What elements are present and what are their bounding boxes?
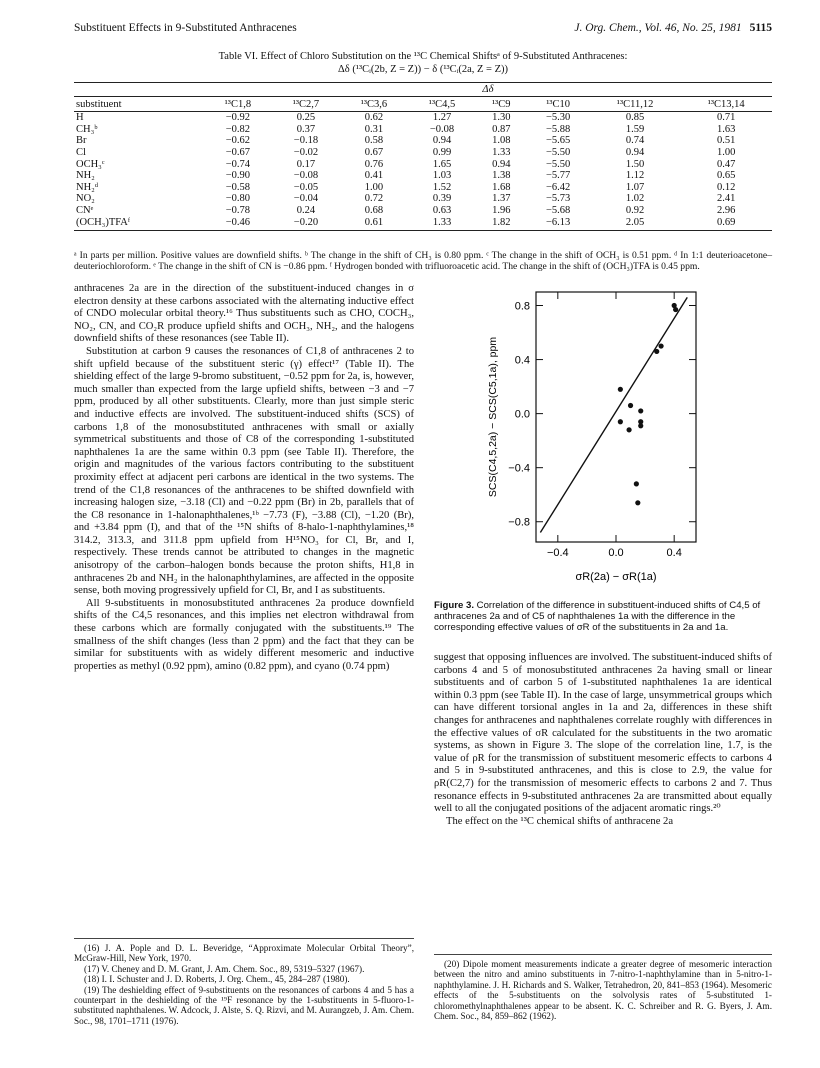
shift-value-cell: 0.67	[364, 146, 384, 158]
shift-value-cell: −0.92	[225, 112, 251, 124]
shift-value-cell: −5.50	[545, 158, 571, 170]
paragraph: The effect on the ¹³C chemical shifts of anthracene 2a	[446, 815, 674, 827]
shift-value-cell: −0.82	[225, 123, 251, 135]
x-tick-label: −0.4	[546, 547, 569, 559]
chemical-shift-table	[74, 82, 772, 231]
y-tick-label: 0.0	[514, 408, 530, 421]
journal-citation	[574, 22, 772, 34]
shift-value-cell: 1.02	[625, 193, 645, 205]
shift-value-cell: 1.00	[364, 181, 384, 193]
substituent-cell: Cl	[76, 146, 86, 158]
shift-value-cell: 1.27	[432, 112, 452, 124]
column-header: ¹³C9	[476, 96, 526, 112]
table-row	[74, 170, 772, 182]
substituent-cell: CH₃ᵇ	[76, 123, 98, 135]
shift-value-cell: −5.77	[545, 170, 571, 182]
shift-value-cell: 0.68	[364, 204, 384, 216]
column-header: ¹³C11,12	[590, 96, 681, 112]
shift-value-cell: 0.74	[625, 135, 645, 147]
right-column-text	[434, 652, 772, 828]
table-row	[74, 193, 772, 205]
shift-value-cell: −0.08	[429, 123, 455, 135]
shift-value-cell: 1.08	[492, 135, 511, 147]
shift-value-cell: −0.46	[204, 217, 272, 231]
shift-value-cell: −0.05	[293, 181, 319, 193]
substituent-cell: CNᵉ	[76, 204, 94, 216]
shift-value-cell: 1.33	[408, 217, 476, 231]
shift-value-cell: −0.18	[293, 135, 319, 147]
shift-value-cell: 1.68	[492, 181, 511, 193]
group-header: Δδ	[204, 83, 772, 97]
shift-value-cell: 1.03	[432, 170, 452, 182]
substituent-cell: NH₂ᵈ	[76, 181, 99, 193]
shift-value-cell: 0.47	[717, 158, 736, 170]
column-header: ¹³C10	[526, 96, 589, 112]
table-caption	[74, 50, 772, 76]
shift-value-cell: 0.37	[296, 123, 316, 135]
shift-value-cell: −0.20	[272, 217, 340, 231]
running-title: Substituent Effects in 9-Substituted Anthracenes	[74, 22, 297, 34]
shift-value-cell: 1.59	[625, 123, 645, 135]
shift-value-cell: 0.65	[717, 170, 736, 182]
x-tick-label: 0.4	[666, 547, 682, 559]
correlation-line	[540, 297, 687, 532]
data-point	[635, 500, 640, 505]
shift-value-cell: 1.65	[432, 158, 452, 170]
shift-value-cell: 2.05	[590, 217, 681, 231]
data-point	[634, 481, 639, 486]
substituent-cell: H	[76, 112, 84, 124]
shift-value-cell: 0.72	[364, 193, 384, 205]
journal-name: J. Org. Chem., Vol. 46, No. 25, 1981	[574, 22, 742, 34]
table-caption-line1: Table VI. Effect of Chloro Substitution on the ¹³C Chemical Shiftsᵃ of 9-Substituted Anthracenes:	[218, 51, 628, 62]
y-tick-label: −0.4	[508, 462, 530, 475]
data-point	[618, 387, 623, 392]
data-point	[658, 343, 663, 348]
shift-value-cell: 0.24	[296, 204, 316, 216]
table-caption-line2: Δδ (¹³Cᵢ(2b, Z = Z)) − δ (¹³Cᵢ(2a, Z = Z))	[338, 64, 508, 75]
shift-value-cell: 0.51	[717, 135, 736, 147]
data-point	[618, 419, 623, 424]
shift-value-cell: 0.76	[364, 158, 384, 170]
shift-value-cell: −6.13	[526, 217, 589, 231]
shift-value-cell: −0.78	[225, 204, 251, 216]
shift-value-cell: 0.92	[625, 204, 645, 216]
shift-value-cell: 0.17	[296, 158, 316, 170]
shift-value-cell: 2.41	[717, 193, 736, 205]
shift-value-cell: 0.31	[364, 123, 384, 135]
figure-caption	[434, 600, 772, 634]
data-point	[638, 423, 643, 428]
shift-value-cell: −5.50	[545, 146, 571, 158]
shift-value-cell: 1.38	[492, 170, 511, 182]
shift-value-cell: −5.30	[545, 112, 571, 124]
data-point	[626, 427, 631, 432]
shift-value-cell: 1.30	[492, 112, 511, 124]
substituent-cell: NH₂	[76, 170, 95, 182]
column-header: ¹³C4,5	[408, 96, 476, 112]
y-axis-label: SCS(C4,5,2a) − SCS(C5,1a), ppm	[487, 336, 499, 498]
table-footnotes: ᵃ In parts per million. Positive values are downfield shifts. ᵇ The change in the shift of CH₃ is 0.80 ppm. ᶜ The change in the shift of OCH₃ is 0.51 ppm. ᵈ In 1:1 deuterioacetone–deuteriochloroform. ᵉ The change in the shift of CN is −0.86 ppm. ᶠ Hydrogen bonded with trifluoroacetic acid. The change in the shift of (OCH₃)TFA is 0.45 ppm.	[74, 250, 772, 273]
shift-value-cell: −0.62	[225, 135, 251, 147]
shift-value-cell: 0.85	[625, 112, 645, 124]
data-point	[628, 403, 633, 408]
references-left	[74, 938, 414, 1026]
shift-value-cell: 1.96	[492, 204, 511, 216]
y-tick-label: 0.4	[514, 354, 530, 367]
shift-value-cell: 0.58	[364, 135, 384, 147]
shift-value-cell: 0.63	[432, 204, 452, 216]
references-right	[434, 954, 772, 1021]
shift-value-cell: 2.96	[717, 204, 736, 216]
shift-value-cell: 0.94	[625, 146, 645, 158]
shift-value-cell: −5.68	[545, 204, 571, 216]
shift-value-cell: 0.39	[432, 193, 452, 205]
left-column-text	[74, 283, 414, 673]
shift-value-cell: 1.33	[492, 146, 511, 158]
x-axis-label: σR(2a) − σR(1a)	[575, 571, 657, 583]
shift-value-cell: −0.04	[293, 193, 319, 205]
y-tick-label: −0.8	[508, 516, 530, 529]
shift-value-cell: 0.62	[364, 112, 384, 124]
shift-value-cell: 1.82	[476, 217, 526, 231]
table-row	[74, 217, 772, 231]
page-number: 5115	[749, 22, 772, 34]
reference-item: (17) V. Cheney and D. M. Grant, J. Am. Chem. Soc., 89, 5319–5327 (1967).	[84, 963, 365, 974]
shift-value-cell: 0.87	[492, 123, 511, 135]
data-point	[673, 307, 678, 312]
column-header: ¹³C1,8	[204, 96, 272, 112]
x-tick-label: 0.0	[608, 547, 624, 559]
figure-caption-text: Correlation of the difference in substituent-induced shifts of C4,5 of anthracenes 2a and of C5 of naphthalenes 1a with the difference in the corresponding effective values of σR of the substituents in 2a and 1a.	[434, 600, 761, 634]
table-row	[74, 112, 772, 124]
shift-value-cell: 0.99	[432, 146, 452, 158]
column-header: ¹³C13,14	[680, 96, 772, 112]
table-row	[74, 159, 772, 171]
shift-value-cell: −5.88	[545, 123, 571, 135]
shift-value-cell: −6.42	[545, 181, 571, 193]
substituent-cell: (OCH₃)TFAᶠ	[74, 217, 204, 231]
shift-value-cell: −5.73	[545, 193, 571, 205]
figure-label: Figure 3.	[434, 600, 474, 611]
plot-frame	[536, 292, 696, 542]
shift-value-cell: 1.12	[625, 170, 645, 182]
reference-item: (18) I. I. Schuster and J. D. Roberts, J. Org. Chem., 45, 284–287 (1980).	[84, 974, 350, 985]
reference-item: (16) J. A. Pople and D. L. Beveridge, “Approximate Molecular Orbital Theory”, McGraw-Hill, New York, 1970.	[74, 943, 414, 964]
shift-value-cell: −0.74	[225, 158, 251, 170]
substituent-cell: Br	[76, 135, 87, 147]
paragraph: anthracenes 2a are in the direction of the substituent-induced changes in σ electron density at these carbons associated with the alternating inductive effect of CNDO molecular orbital theory.¹⁶ Thus substituents such as CHO, COCH₃, NO₂, CN, and CO₂R produce upfield shifts and OCH₃, NH₂, and the halogens downfield shifts of these resonances (see Table II).	[74, 283, 414, 345]
substituent-cell: OCH₃ᶜ	[76, 158, 105, 170]
column-header: ¹³C3,6	[340, 96, 408, 112]
data-point	[638, 408, 643, 413]
reference-item: (20) Dipole moment measurements indicate a greater degree of mesomeric interaction between the nitro and amino substituents in 7-nitro-1-naphthylamine than in 5-nitro-1-naphthylamine. J. H. Richards and S. Walker, Tetrahedron, 20, 841–853 (1964). Mesomeric effects of the 5-substituents on the solvolysis rates of 5-substituted 1-chloromethylnaphthalenes appear to be absent. K. C. Schreiber and R. G. Byers, J. Am. Chem. Soc., 84, 859–862 (1962).	[434, 959, 772, 1022]
shift-value-cell: 1.50	[625, 158, 645, 170]
shift-value-cell: −0.02	[293, 146, 319, 158]
y-tick-label: 0.8	[514, 300, 530, 313]
column-header: ¹³C2,7	[272, 96, 340, 112]
shift-value-cell: 1.63	[717, 123, 736, 135]
shift-value-cell: 0.94	[432, 135, 452, 147]
shift-value-cell: 0.61	[340, 217, 408, 231]
substituent-cell: NO₂	[76, 193, 95, 205]
table-row	[74, 147, 772, 159]
table-row	[74, 205, 772, 217]
table-row	[74, 182, 772, 194]
shift-value-cell: 0.41	[364, 170, 384, 182]
shift-value-cell: 0.94	[492, 158, 511, 170]
reference-item: (19) The deshielding effect of 9-substituents on the resonances of carbons 4 and 5 has a counterpart in the deshielding of the ¹⁹F resonance by the 1-substituents in 5-fluoro-1-substituted naphthalenes. W. Adcock, J. Alste, S. Q. Rizvi, and M. Aurangzeb, J. Am. Chem. Soc., 98, 1701–1711 (1976).	[74, 984, 414, 1026]
table-top-left	[74, 83, 204, 97]
shift-value-cell: 0.25	[296, 112, 316, 124]
paragraph: suggest that opposing influences are involved. The substituent-induced shifts of carbons 4 and 5 of monosubstituted anthracenes 2a having small or linear substituents and of carbon 5 of 1-substituted naphthalenes 1a are identical within 0.3 ppm (see Table II). In the case of large, unsymmetrical groups which can have different torsional angles in 1a and 2a, differences in these shift changes for anthracenes and naphthalenes correlate roughly with differences in the effective values of σR calculated for the substituents in the two aromatic systems, as shown in Figure 3. The slope of the correlation line, 1.7, is the value of ρR for the transmission of substituent mesomeric effects to carbons 4 and 5 in 9-substituted anthracenes, and this is close to 2.9, the value for ρR(C2,7) for the transmission of mesomeric effects to carbons 2 and 7. Thus resonance effects in 9-substituted anthracenes 2a are transmitted about equally well to all the conjugated positions of the adjacent aromatic rings.²⁰	[434, 652, 772, 815]
shift-value-cell: 0.71	[717, 112, 736, 124]
shift-value-cell: −0.08	[293, 170, 319, 182]
stub-header: substituent	[74, 96, 204, 112]
shift-value-cell: −0.80	[225, 193, 251, 205]
shift-value-cell: 1.07	[625, 181, 645, 193]
shift-value-cell: 1.52	[432, 181, 452, 193]
shift-value-cell: −0.90	[225, 170, 251, 182]
table-row	[74, 135, 772, 147]
shift-value-cell: 1.37	[492, 193, 511, 205]
shift-value-cell: 1.00	[717, 146, 736, 158]
shift-value-cell: −0.58	[225, 181, 251, 193]
shift-value-cell: −5.65	[545, 135, 571, 147]
figure-3-scatter-plot	[472, 286, 732, 591]
shift-value-cell: 0.12	[717, 181, 736, 193]
paragraph: All 9-substituents in monosubstituted anthracenes 2a produce downfield shifts of the C4,5 resonances, and this implies net electron withdrawal from these carbons which are formally conjugated with the substituents.¹⁹ The smallness of the shift changes (less than 2 ppm) and the fact that they can be similar for substituents with as widely different mesomeric and inductive properties as methyl (0.92 ppm), amino (0.82 ppm), and cyano (0.74 ppm)	[74, 597, 414, 672]
shift-value-cell: 0.69	[680, 217, 772, 231]
running-header	[74, 22, 772, 38]
paragraph: Substitution at carbon 9 causes the resonances of C1,8 of anthracenes 2 to shift upfield because of the substituent steric (γ) effect¹⁷ (Table II). The shielding effect of the large 9-bromo substituent, −0.52 ppm for 2a, is, however, much smaller than expected from the large upfield shifts, between −3 and −7 ppm, produced by all other substituents. Clearly, more than just simple steric and inductive effects are involved. The substituent-induced shifts (SCS) of carbons 1,8 of the monosubstituted anthracenes with small or axially symmetrical substituents and those of C8 of the corresponding 1-substituted naphthalenes 1a are the same within 0.3 ppm (see Table II). Therefore, the origin and magnitudes of the various factors contributing to the substituent proximity effect at adjacent peri carbons are identical in the two systems. The trend of the C1,8 resonances of the anthracenes to be shifted downfield with increasing halogen size, −3.18 (Cl) and −0.22 ppm (Br) in 2b, parallels that of the C8 resonance in 1-halonaphthalenes,¹ᵇ −7.73 (F), −3.88 (Cl), −1.20 (Br), and +3.84 ppm (I), and that of the ¹⁵N shifts of 8-halo-1-naphthylamines,¹⁸ 314.2, 313.3, and 311.8 ppm upfield from H¹⁵NO₃ for Cl, Br, and I, respectively. These trends cannot be attributed to changes in the magnetic anisotropy of the carbon–halogen bonds because the proton shifts, H1,8 in anthracenes 2b and NH₂ in the halonaphthylamines, are affected in the opposite sense, both moving progressively upfield for Cl, Br, and I as substituents.	[74, 345, 414, 597]
data-point	[654, 349, 659, 354]
shift-value-cell: −0.67	[225, 146, 251, 158]
table-row	[74, 124, 772, 136]
